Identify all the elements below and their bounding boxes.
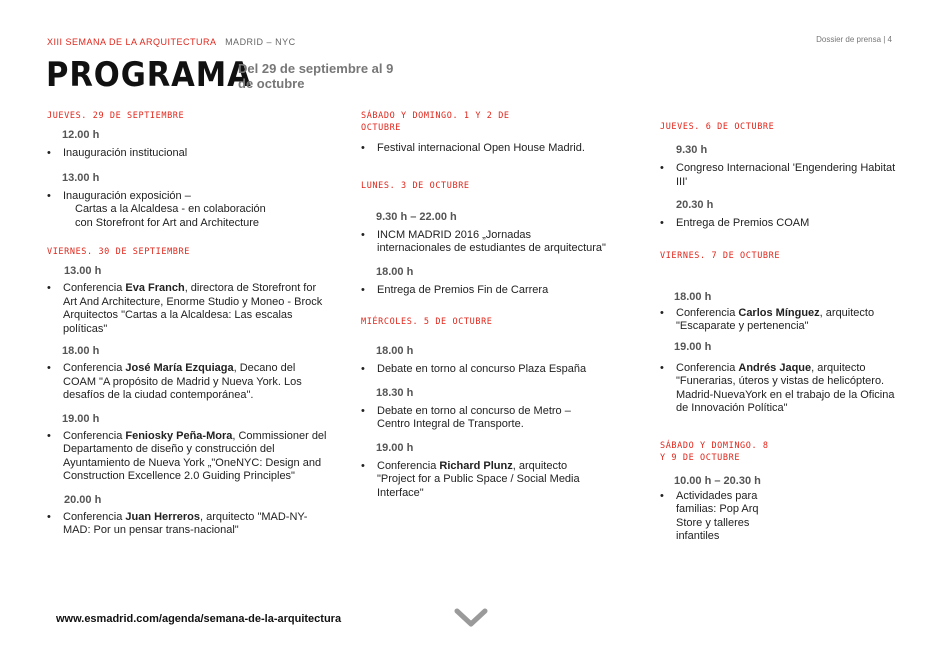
time-label: 19.00 h	[674, 340, 712, 353]
event-item: • Conferencia Carlos Mínguez, arquitecto "Escaparate y pertenencia"	[660, 307, 900, 334]
event-item: • Inauguración institucional	[47, 147, 327, 161]
event-item: • Congreso Internacional 'Engendering Habitat III'	[660, 162, 900, 189]
speaker-name: Carlos Mínguez	[738, 306, 820, 319]
event-item: • Conferencia José María Ezquiaga, Decano del COAM "A propósito de Madrid y Nueva York. Los desafíos de la ciudad contemporánea".	[47, 362, 327, 403]
time-label: 9.30 h	[676, 144, 708, 156]
day-heading: VIERNES. 7 DE OCTUBRE	[660, 250, 781, 261]
time-label: 12.00 h	[62, 129, 100, 141]
time-label: 13.00 h	[62, 171, 100, 184]
page-title: PROGRAMA	[46, 55, 252, 95]
speaker-name: Eva Franch	[125, 282, 185, 294]
time-label: 10.00 h – 20.30 h	[674, 474, 761, 487]
column-2	[361, 110, 606, 500]
event-item: • Conferencia Juan Herreros, arquitecto "MAD-NY-MAD: Por un pensar trans-nacional"	[47, 511, 327, 538]
time-label: 20.30 h	[676, 199, 714, 211]
website-link[interactable]: www.esmadrid.com/agenda/semana-de-la-arquitectura	[56, 613, 342, 625]
speaker-name: Andrés Jaque	[738, 361, 812, 374]
time-label: 19.00 h	[376, 441, 414, 454]
time-label: 18.30 h	[376, 386, 414, 399]
time-label: 18.00 h	[376, 345, 414, 357]
event-name: XIII SEMANA DE LA ARQUITECTURA	[47, 37, 217, 47]
event-item: • Conferencia Eva Franch, directora de Storefront for Art And Architecture, Enorme Studio y Moneo - Brock Arquitectos "Cartas a la Alcaldesa: Las escalas políticas"	[47, 282, 327, 336]
time-label: 9.30 h – 22.00 h	[376, 210, 457, 223]
event-item: • Festival internacional Open House Madrid.	[361, 142, 606, 156]
day-heading: VIERNES. 30 DE SEPTIEMBRE	[47, 247, 190, 257]
day-heading: MIÉRCOLES. 5 DE OCTUBRE	[361, 317, 493, 327]
event-item: • Entrega de Premios Fin de Carrera	[361, 284, 606, 298]
column-3	[660, 110, 900, 544]
event-item: • Actividades para familias: Pop Arq Store y talleres infantiles	[660, 490, 786, 544]
event-header	[47, 37, 296, 47]
speaker-name: Richard Plunz	[439, 459, 513, 472]
event-item: • Entrega de Premios COAM	[660, 217, 900, 231]
time-label: 13.00 h	[64, 265, 102, 277]
chevron-down-icon[interactable]	[454, 607, 488, 634]
time-label: 18.00 h	[674, 290, 712, 303]
time-label: 18.00 h	[376, 265, 414, 278]
event-cities: MADRID – NYC	[225, 37, 296, 47]
event-item: • Inauguración exposición –	[47, 190, 327, 204]
column-1	[47, 110, 327, 538]
speaker-name: Juan Herreros	[125, 510, 200, 523]
event-item: • Conferencia Feniosky Peña-Mora, Commissioner del Departamento de diseño y construcción del Ayuntamiento de Nueva York „"OneNYC: Design and Construction Excellence 2.0 Guiding Principles"	[47, 430, 327, 484]
page-subtitle: Del 29 de septiembre al 9 de octubre	[238, 61, 394, 91]
event-item: • Conferencia Andrés Jaque, arquitecto "Funerarias, úteros y vistas de helicóptero. Madrid-NuevaYork en el trabajo de la Oficina de Innovación Política"	[660, 362, 900, 416]
page-reference: Dossier de prensa | 4	[816, 35, 892, 44]
day-heading: SÁBADO Y DOMINGO. 8 Y 9 DE OCTUBRE	[660, 440, 769, 463]
time-label: 18.00 h	[62, 345, 100, 357]
event-item: • Conferencia Richard Plunz, arquitecto "Project for a Public Space / Social Media Interface"	[361, 460, 606, 501]
event-item: • Debate en torno al concurso Plaza España	[361, 363, 606, 377]
day-heading: JUEVES. 6 DE OCTUBRE	[660, 122, 775, 132]
day-heading: LUNES. 3 DE OCTUBRE	[361, 180, 470, 191]
day-heading: JUEVES. 29 DE SEPTIEMBRE	[47, 111, 185, 121]
time-label: 20.00 h	[64, 493, 102, 506]
time-label: 19.00 h	[62, 412, 100, 425]
speaker-name: José María Ezquiaga	[125, 362, 234, 374]
event-item: • Debate en torno al concurso de Metro – Centro Integral de Transporte.	[361, 405, 606, 432]
event-item-line: con Storefront for Art and Architecture	[75, 216, 260, 229]
event-item-line: Cartas a la Alcaldesa - en colaboración	[75, 203, 266, 215]
event-item: • INCM MADRID 2016 „Jornadas internacionales de estudiantes de arquitectura"	[361, 229, 606, 256]
day-heading: SÁBADO Y DOMINGO. 1 Y 2 DE OCTUBRE	[361, 111, 510, 133]
speaker-name: Feniosky Peña-Mora	[125, 429, 233, 442]
